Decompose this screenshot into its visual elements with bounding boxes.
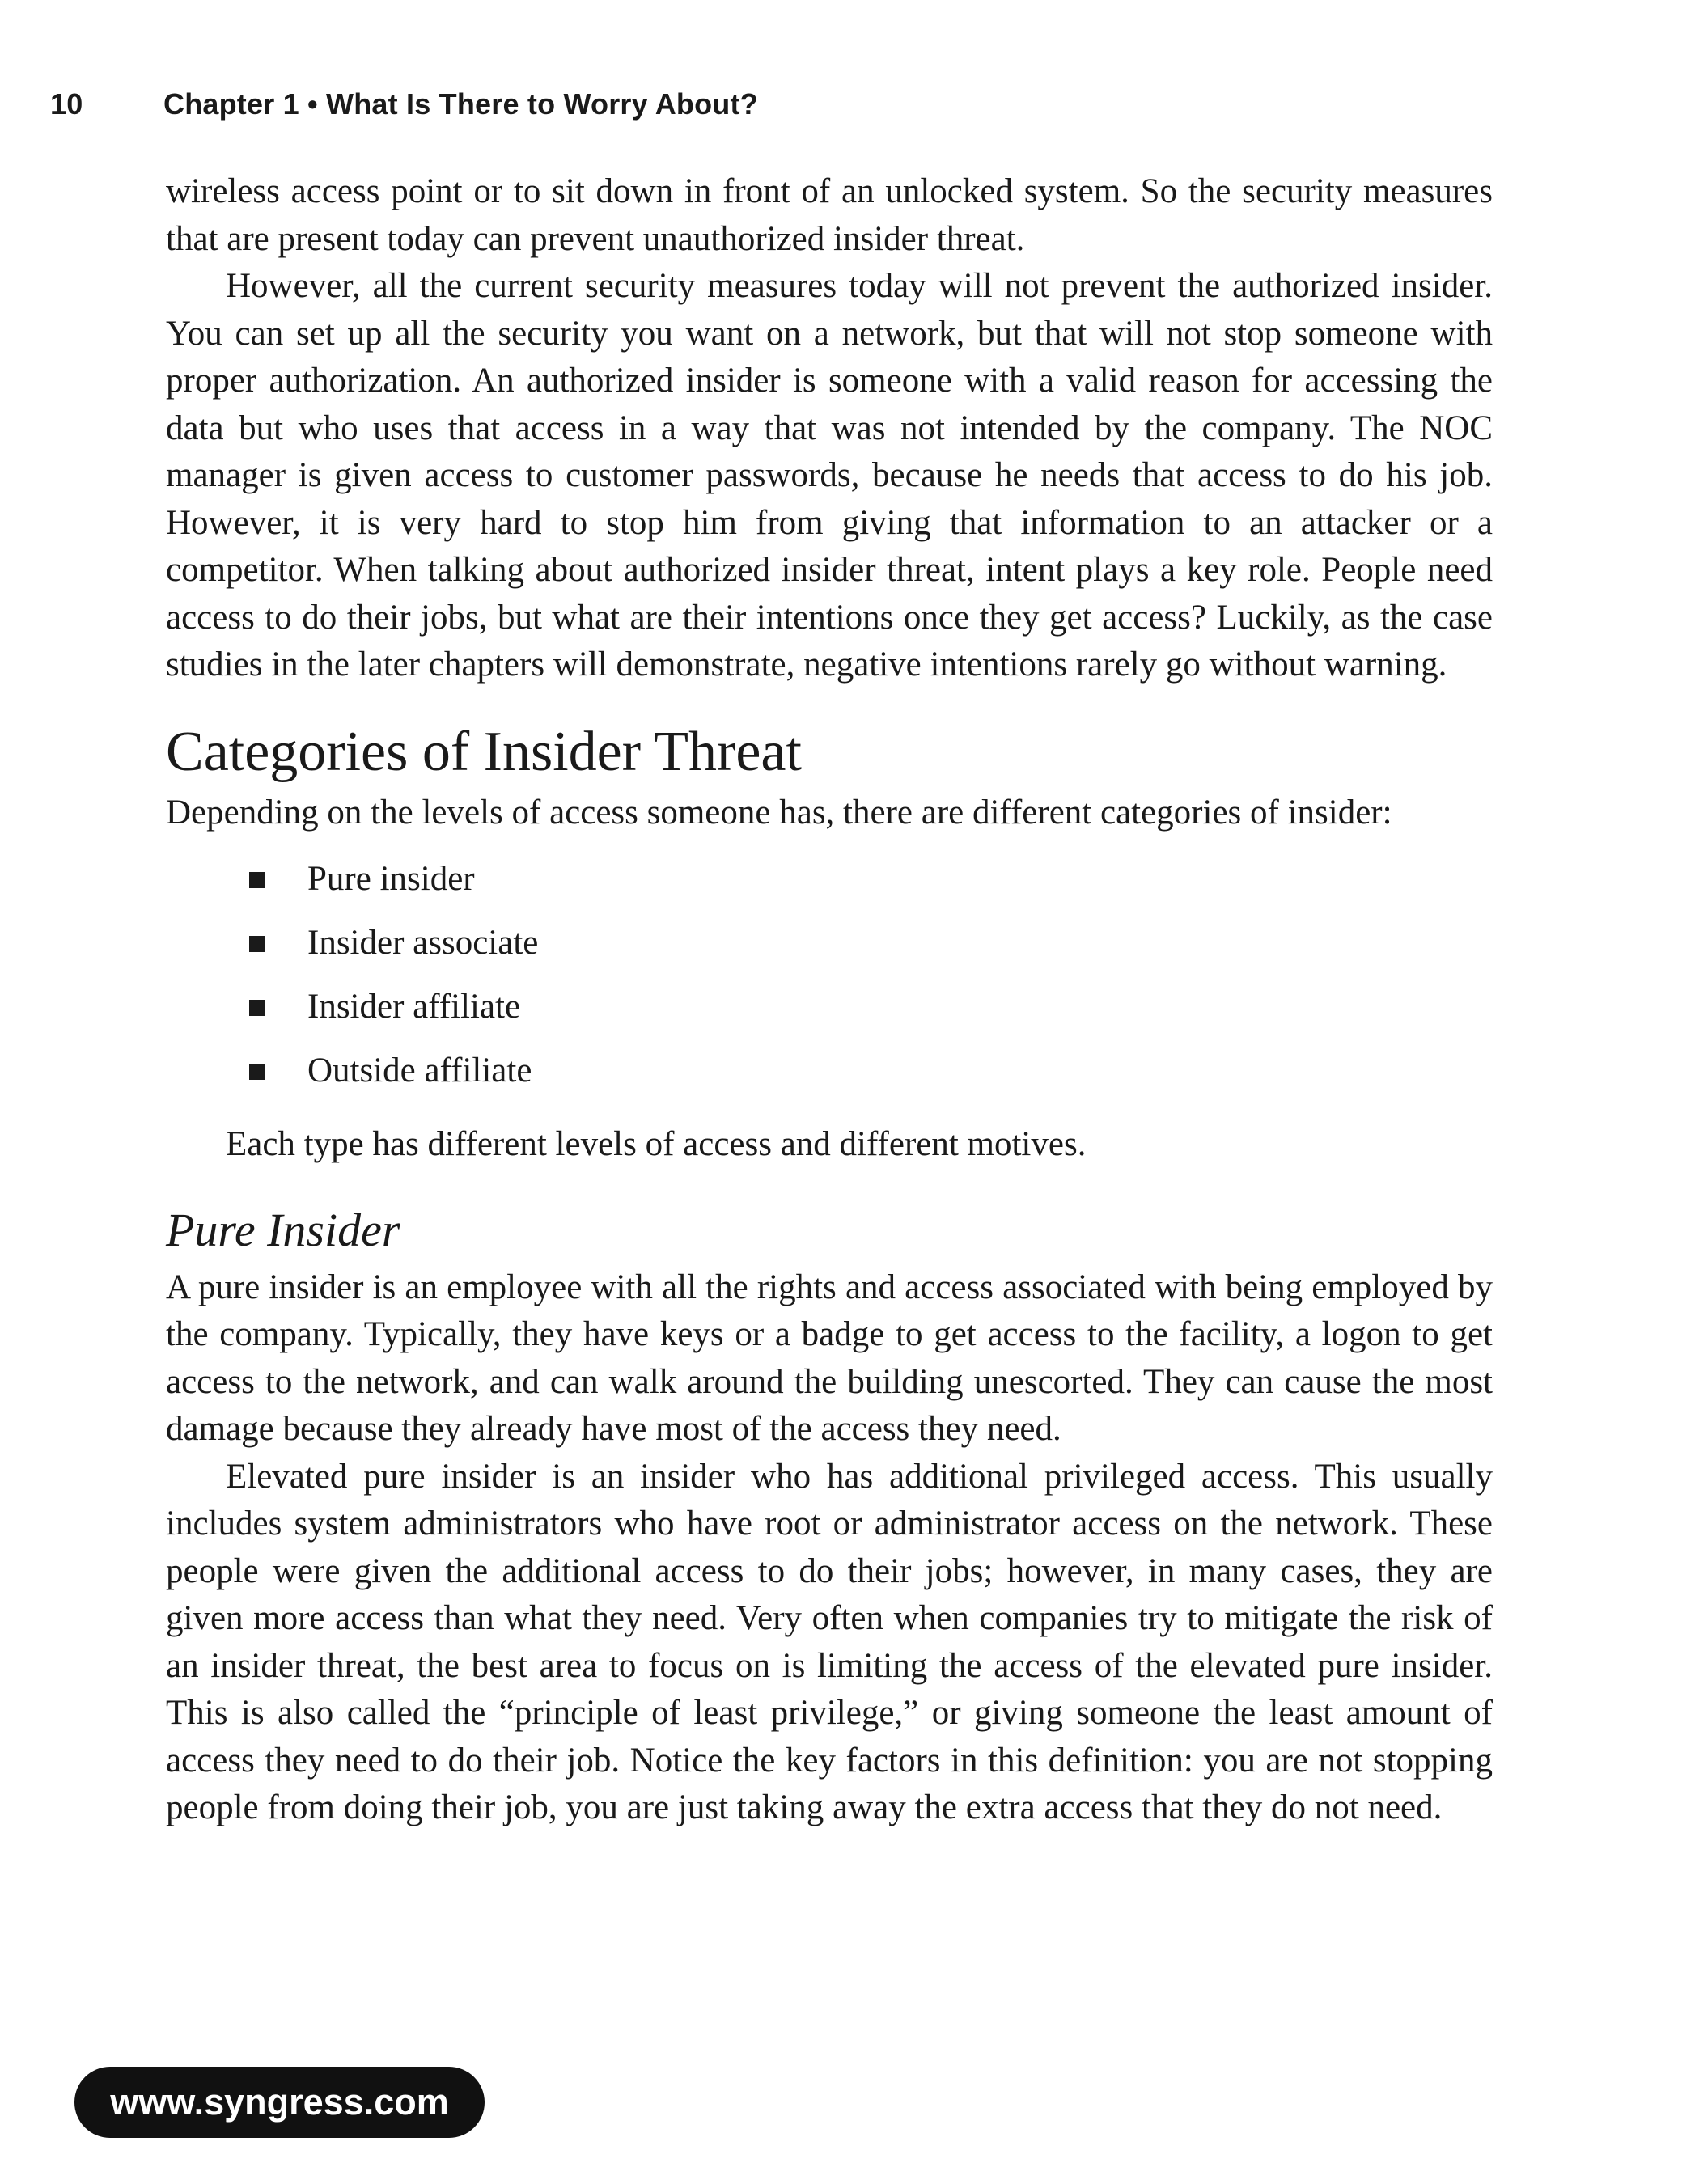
square-bullet-icon [249, 872, 265, 888]
section-heading: Categories of Insider Threat [166, 720, 802, 783]
list-item [166, 856, 1493, 920]
list-item-text: Pure insider [307, 860, 475, 898]
list-item [166, 1048, 1493, 1111]
list-item [166, 920, 1493, 984]
chapter-title: Chapter 1 • What Is There to Worry About? [163, 87, 758, 121]
body-paragraph: Elevated pure insider is an insider who has additional privileged access. This usually includes system administrators who have root or administrator access on the network. These people were given the additional access to do their jobs; however, in many cases, they are given more access than what they need. Very often when companies try to mitigate the risk of an insider threat, the best area to focus on is limiting the access of the elevated pure insider. This is also called the “principle of least privilege,” or giving someone the least amount of access they need to do their job. Notice the key factors in this definition: you are not stopping people from doing their job, you are just taking away the extra access that they do not need. [166, 1457, 1493, 1826]
square-bullet-icon [249, 1064, 265, 1080]
running-header [50, 87, 758, 121]
square-bullet-icon [249, 936, 265, 952]
page-number: 10 [50, 87, 83, 121]
list-item-text: Insider affiliate [307, 988, 521, 1026]
list-item-text: Outside affiliate [307, 1052, 532, 1090]
square-bullet-icon [249, 1000, 265, 1016]
website-url-badge: www.syngress.com [74, 2067, 485, 2138]
body-paragraph: However, all the current security measures today will not prevent the authorized insider. You can set up all the security you want on a network, but that will not stop someone with proper authorization. An authorized insider is someone with a valid reason for accessing the data but who uses that access in a way that was not intended by the company. The NOC manager is given access to customer passwords, because he needs that access to do his job. However, it is very hard to stop him from giving that information to an attacker or a competitor. When talking about authorized insider threat, intent plays a key role. People need access to do their jobs, but what are their intentions once they get access? Luckily, as the case studies in the later chapters will demonstrate, negative intentions rarely go without warning. [166, 267, 1493, 684]
list-item [166, 984, 1493, 1048]
body-paragraph: A pure insider is an employee with all the rights and access associated with being employed by the company. Typically, they have keys or a badge to get access to the facility, a logon to get access to the network, and can walk around the building unescorted. They can cause the most damage because they already have most of the access they need. [166, 1268, 1493, 1448]
subsection-heading: Pure Insider [166, 1203, 400, 1256]
bullet-list [166, 856, 1493, 1111]
body-paragraph: Each type has different levels of access and different motives. [226, 1125, 1087, 1163]
section-intro: Depending on the levels of access someone has, there are different categories of insider: [166, 793, 1392, 832]
page-content [166, 168, 1493, 1832]
list-item-text: Insider associate [307, 924, 539, 962]
body-paragraph: wireless access point or to sit down in front of an unlocked system. So the security measures that are present today can prevent unauthorized insider threat. [166, 172, 1493, 258]
